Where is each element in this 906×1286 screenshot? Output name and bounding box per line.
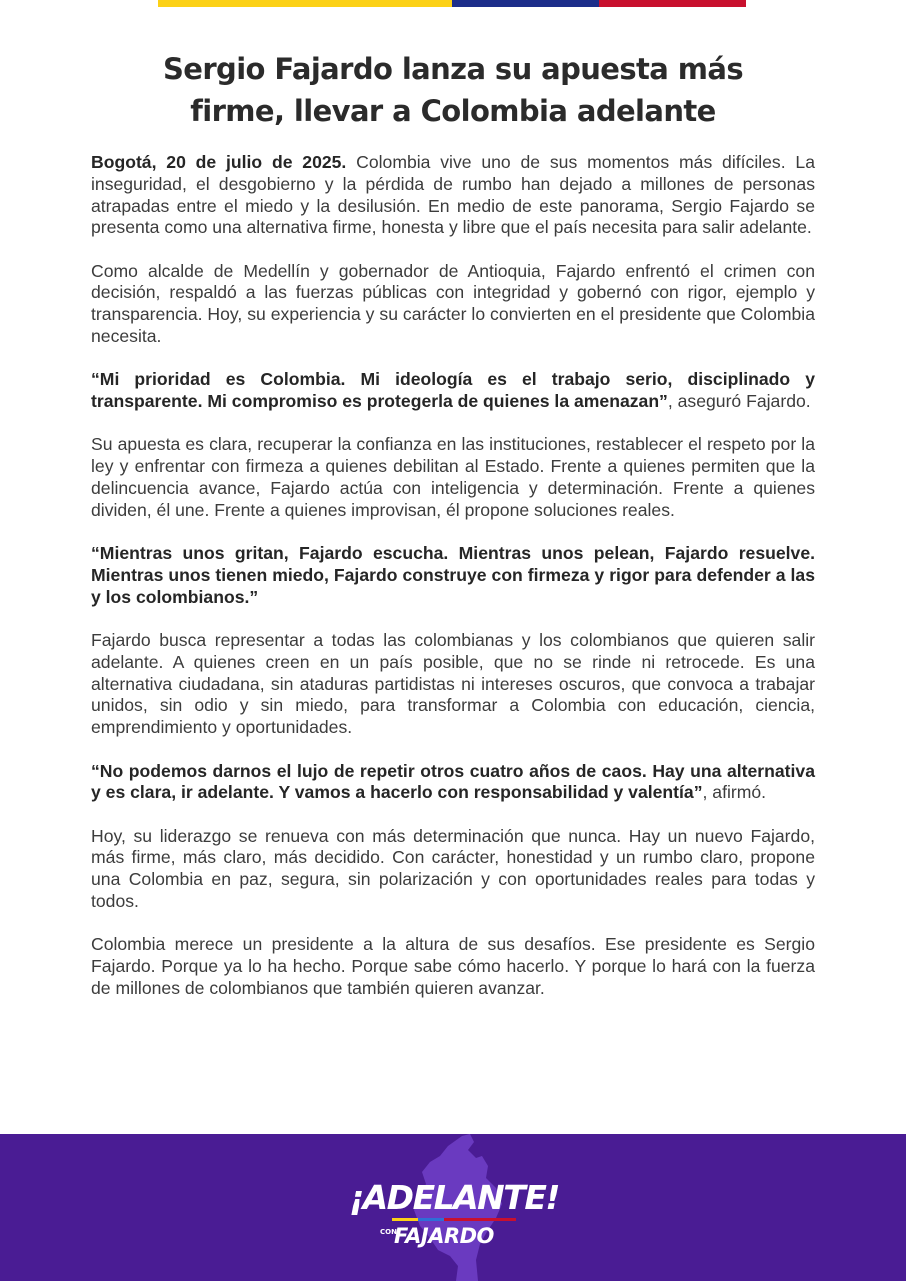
flag-stripe-yellow [158,0,452,7]
logo-stripe-red [444,1218,516,1221]
paragraph-experience: Como alcalde de Medellín y gobernador de Antioquia, Fajardo enfrentó el crimen con decisión, respaldó a las fuerzas públicas con integridad y gobernó con rigor, ejemplo y transparencia. Hoy, su experiencia y su carácter lo convierten en el presidente que Colombia necesita. [91,260,815,347]
page-title-line-1: Sergio Fajardo lanza su apuesta más [162,52,744,86]
logo-stripe-blue [418,1218,444,1221]
press-release-body [91,152,815,1021]
quote-chaos-attribution: , afirmó. [702,782,767,803]
flag-stripe-red [599,0,746,7]
footer-banner [0,1134,906,1281]
paragraph-leadership: Hoy, su liderazgo se renueva con más determinación que nunca. Hay un nuevo Fajardo, más firme, más claro, más decidido. Con carácter, honestidad y un rumbo claro, propone una Colombia en paz, segura, sin polarización y con oportunidades reales para todas y todos. [91,825,815,912]
logo-stripe-yellow [392,1218,418,1221]
paragraph-quote-listen [91,543,815,608]
quote-listen: “Mientras unos gritan, Fajardo escucha. Mientras unos pelean, Fajardo resuelve. Mientras unos tienen miedo, Fajardo construye con firmeza y rigor para defender a las y los colombianos.” [91,543,815,607]
paragraph-quote-priority [91,369,815,413]
logo-adelante-text: ¡ADELANTE! [349,1178,559,1217]
quote-priority-attribution: , aseguró Fajardo. [667,391,811,412]
logo-con-text: CON [380,1228,397,1236]
paragraph-intro [91,152,815,239]
page-title-line-2: firme, llevar a Colombia adelante [190,94,716,128]
paragraph-closing: Colombia merece un presidente a la altura de sus desafíos. Ese presidente es Sergio Fajardo. Porque ya lo ha hecho. Porque sabe cómo hacerlo. Y porque lo hará con la fuerza de millones de colombianos que también quieren avanzar. [91,934,815,998]
colombia-flag-bar [158,0,746,7]
logo-fajardo-text: FAJARDO [394,1224,494,1248]
paragraph-proposal: Su apuesta es clara, recuperar la confianza en las instituciones, restablecer el respeto por la ley y enfrentar con firmeza a quienes debilitan al Estado. Frente a quienes permiten que la delincuencia avance, Fajardo actúa con inteligencia y determinación. Frente a quienes dividen, él une. Frente a quienes improvisan, él propone soluciones reales. [91,434,815,520]
quote-priority: “Mi prioridad es Colombia. Mi ideología es el trabajo serio, disciplinado y transparente. Mi compromiso es protegerla de quienes la amenazan” [91,369,815,412]
dateline: Bogotá, 20 de julio de 2025. [91,152,347,172]
flag-stripe-blue [452,0,599,7]
adelante-fajardo-logo [349,1134,559,1281]
paragraph-representation: Fajardo busca representar a todas las colombianas y los colombianos que quieren salir adelante. A quienes creen en un país posible, que no se rinde ni retrocede. Es una alternativa ciudadana, sin ataduras partidistas ni intereses oscuros, que convoca a trabajar unidos, sin odio y sin miedo, para transformar a Colombia con educación, ciencia, emprendimiento y oportunidades. [91,630,815,738]
page-title [100,48,806,132]
paragraph-intro-text: Colombia vive uno de sus momentos más difíciles. La inseguridad, el desgobierno y la pérdida de rumbo han dejado a millones de personas atrapadas entre el miedo y la desilusión. En medio de este panorama, Sergio Fajardo se presenta como una alternativa firme, honesta y libre que el país necesita para salir adelante. [91,152,815,238]
paragraph-quote-chaos [91,761,815,805]
quote-chaos: “No podemos darnos el lujo de repetir otros cuatro años de caos. Hay una alternativa y es clara, ir adelante. Y vamos a hacerlo con responsabilidad y valentía” [91,760,815,803]
